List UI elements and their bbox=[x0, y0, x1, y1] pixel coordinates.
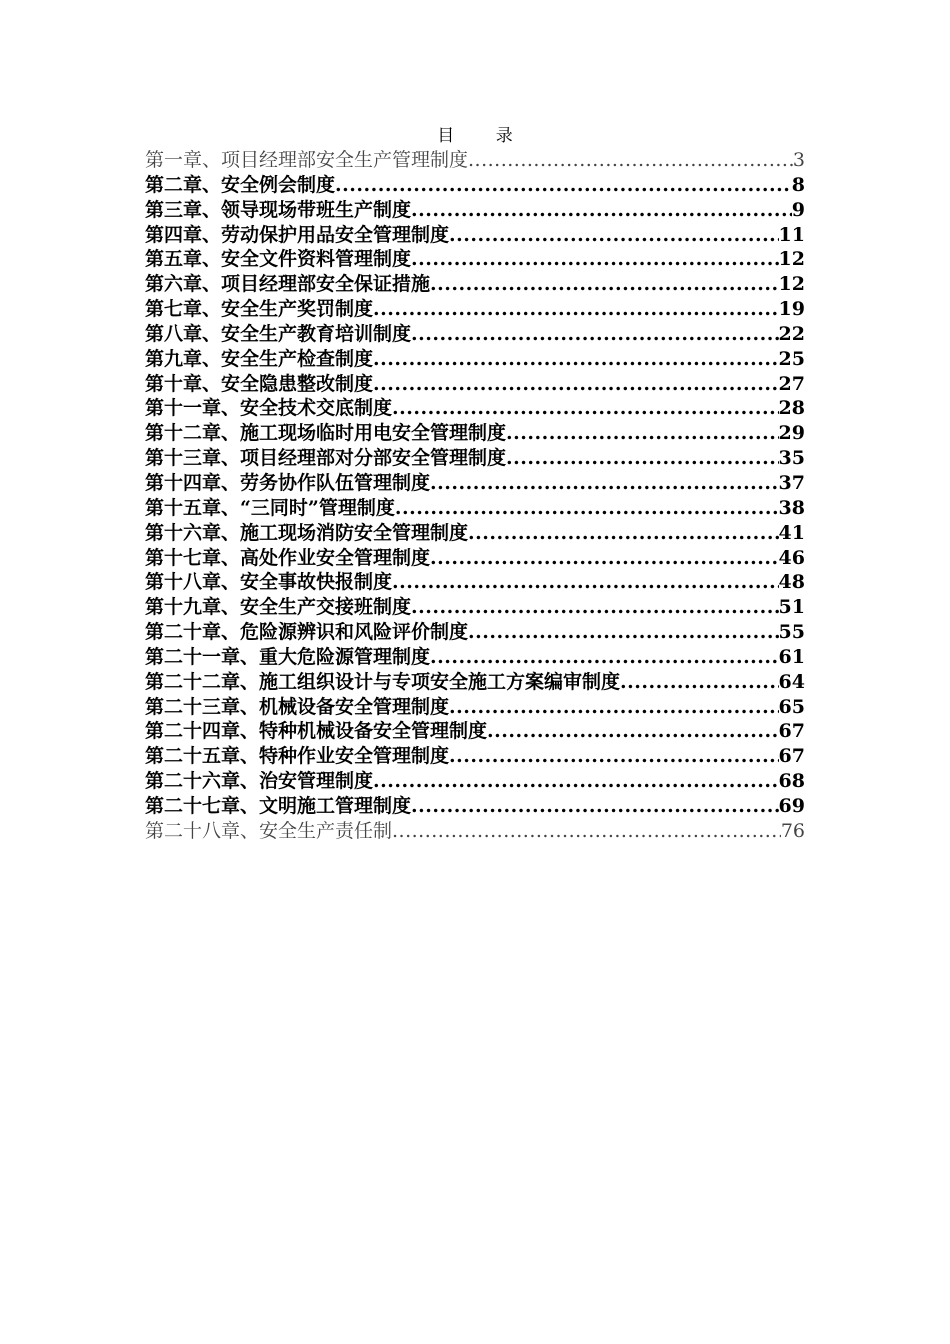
toc-entry-page: 12 bbox=[778, 273, 805, 296]
toc-entry-label: 第二十章、危险源辨识和风险评价制度 bbox=[145, 621, 469, 644]
toc-entry-page: 11 bbox=[778, 223, 805, 246]
toc-entry[interactable] bbox=[145, 496, 805, 521]
toc-dot-leader bbox=[411, 794, 779, 819]
toc-entry-page: 25 bbox=[778, 347, 805, 370]
toc-entry-page: 55 bbox=[778, 621, 805, 644]
toc-dot-leader bbox=[430, 546, 779, 571]
toc-entry-page: 48 bbox=[778, 571, 805, 594]
toc-entry[interactable] bbox=[145, 645, 805, 670]
toc-entry-label: 第二十三章、机械设备安全管理制度 bbox=[145, 695, 450, 718]
toc-entry-label: 第五章、安全文件资料管理制度 bbox=[145, 248, 412, 271]
toc-dot-leader bbox=[395, 496, 779, 521]
toc-entry[interactable] bbox=[145, 396, 805, 421]
toc-entry[interactable] bbox=[145, 719, 805, 744]
toc-entry[interactable] bbox=[145, 148, 805, 173]
toc-dot-leader bbox=[468, 148, 793, 173]
toc-entry-label: 第十七章、高处作业安全管理制度 bbox=[145, 546, 431, 569]
toc-dot-leader bbox=[487, 719, 779, 744]
toc-entry-label: 第二十七章、文明施工管理制度 bbox=[145, 794, 412, 817]
toc-entry-page: 29 bbox=[778, 422, 805, 445]
toc-entry-label: 第二十八章、安全生产责任制 bbox=[145, 819, 393, 842]
toc-entry-page: 51 bbox=[778, 596, 805, 619]
toc-entry-label: 第二章、安全例会制度 bbox=[145, 173, 336, 196]
toc-entry-label: 第一章、项目经理部安全生产管理制度 bbox=[145, 149, 469, 171]
toc-entry-label: 第十八章、安全事故快报制度 bbox=[145, 571, 393, 594]
toc-entry-page: 46 bbox=[778, 546, 805, 569]
toc-entry-page: 38 bbox=[778, 496, 805, 519]
toc-entry[interactable] bbox=[145, 769, 805, 794]
toc-entry[interactable] bbox=[145, 521, 805, 546]
toc-entry-page: 28 bbox=[778, 397, 805, 420]
toc-entry-page: 41 bbox=[778, 521, 805, 544]
toc-entry-page: 76 bbox=[780, 819, 805, 842]
toc-entry-page: 69 bbox=[778, 794, 805, 817]
toc-dot-leader bbox=[392, 396, 779, 421]
toc-entry-page: 12 bbox=[778, 248, 805, 271]
toc-dot-leader bbox=[430, 272, 779, 297]
toc-entry-label: 第十四章、劳务协作队伍管理制度 bbox=[145, 471, 431, 494]
toc-entry-page: 27 bbox=[778, 372, 805, 395]
toc-entry-label: 第七章、安全生产奖罚制度 bbox=[145, 298, 374, 321]
toc-entry-page: 19 bbox=[778, 298, 805, 321]
toc-entry[interactable] bbox=[145, 198, 805, 223]
toc-entry-label: 第十一章、安全技术交底制度 bbox=[145, 397, 393, 420]
toc-entry-page: 64 bbox=[778, 670, 805, 693]
toc-dot-leader bbox=[449, 223, 779, 248]
toc-entry[interactable] bbox=[145, 223, 805, 248]
toc-entry-page: 35 bbox=[778, 447, 805, 470]
toc-entry-page: 22 bbox=[778, 322, 805, 345]
toc-entry-label: 第九章、安全生产检查制度 bbox=[145, 347, 374, 370]
toc-entry[interactable] bbox=[145, 372, 805, 397]
toc-entry[interactable] bbox=[145, 446, 805, 471]
toc-entry[interactable] bbox=[145, 546, 805, 571]
toc-dot-leader bbox=[392, 570, 779, 595]
toc-entry-label: 第十二章、施工现场临时用电安全管理制度 bbox=[145, 422, 507, 445]
toc-dot-leader bbox=[506, 446, 779, 471]
toc-entry-label: 第八章、安全生产教育培训制度 bbox=[145, 322, 412, 345]
toc-entry[interactable] bbox=[145, 744, 805, 769]
toc-entry-page: 8 bbox=[791, 173, 805, 196]
toc-dot-leader bbox=[335, 173, 792, 198]
toc-dot-leader bbox=[449, 695, 779, 720]
toc-entry-label: 第二十四章、特种机械设备安全管理制度 bbox=[145, 720, 488, 743]
toc-entry-label: 第二十一章、重大危险源管理制度 bbox=[145, 645, 431, 668]
toc-dot-leader bbox=[392, 819, 781, 844]
toc-entry[interactable] bbox=[145, 322, 805, 347]
toc-dot-leader bbox=[468, 620, 779, 645]
toc-entry[interactable] bbox=[145, 620, 805, 645]
toc-entry-page: 67 bbox=[778, 720, 805, 743]
toc-entry[interactable] bbox=[145, 794, 805, 819]
toc-dot-leader bbox=[411, 198, 792, 223]
toc-entry[interactable] bbox=[145, 819, 805, 844]
toc-dot-leader bbox=[506, 421, 779, 446]
toc-entry[interactable] bbox=[145, 695, 805, 720]
toc-entry-page: 61 bbox=[778, 645, 805, 668]
toc-dot-leader bbox=[411, 322, 779, 347]
toc-dot-leader bbox=[430, 645, 779, 670]
toc-entry[interactable] bbox=[145, 297, 805, 322]
toc-entry-page: 68 bbox=[778, 770, 805, 793]
toc-dot-leader bbox=[620, 670, 779, 695]
toc-entry-label: 第十五章、“三同时”管理制度 bbox=[145, 496, 395, 519]
toc-entry[interactable] bbox=[145, 421, 805, 446]
toc-entry-label: 第十章、安全隐患整改制度 bbox=[145, 372, 374, 395]
toc-dot-leader bbox=[373, 769, 779, 794]
toc-dot-leader bbox=[468, 521, 779, 546]
toc-entry-label: 第二十二章、施工组织设计与专项安全施工方案编审制度 bbox=[145, 670, 621, 693]
toc-entry[interactable] bbox=[145, 471, 805, 496]
toc-entry-page: 9 bbox=[791, 198, 805, 221]
toc-dot-leader bbox=[373, 372, 779, 397]
toc-entry-label: 第四章、劳动保护用品安全管理制度 bbox=[145, 223, 450, 246]
toc-entry-label: 第十九章、安全生产交接班制度 bbox=[145, 596, 412, 619]
toc-entry-page: 65 bbox=[778, 695, 805, 718]
toc-dot-leader bbox=[411, 595, 779, 620]
toc-entry-label: 第十三章、项目经理部对分部安全管理制度 bbox=[145, 447, 507, 470]
toc-entry-label: 第三章、领导现场带班生产制度 bbox=[145, 198, 412, 221]
toc-entry[interactable] bbox=[145, 173, 805, 198]
toc-entry[interactable] bbox=[145, 570, 805, 595]
toc-entry-label: 第六章、项目经理部安全保证措施 bbox=[145, 273, 431, 296]
toc-entry[interactable] bbox=[145, 595, 805, 620]
toc-entry[interactable] bbox=[145, 272, 805, 297]
toc-entry[interactable] bbox=[145, 247, 805, 272]
toc-entry[interactable] bbox=[145, 670, 805, 695]
toc-dot-leader bbox=[430, 471, 779, 496]
toc-entry-label: 第十六章、施工现场消防安全管理制度 bbox=[145, 521, 469, 544]
toc-dot-leader bbox=[373, 347, 779, 372]
toc-entry-page: 3 bbox=[792, 149, 805, 171]
toc-title: 目 录 bbox=[437, 126, 531, 146]
toc-entry-label: 第二十五章、特种作业安全管理制度 bbox=[145, 745, 450, 768]
toc-entry[interactable] bbox=[145, 347, 805, 372]
toc-entry-page: 67 bbox=[778, 745, 805, 768]
toc-dot-leader bbox=[411, 247, 779, 272]
table-of-contents bbox=[145, 148, 805, 844]
toc-dot-leader bbox=[373, 297, 779, 322]
toc-dot-leader bbox=[449, 744, 779, 769]
toc-entry-label: 第二十六章、治安管理制度 bbox=[145, 770, 374, 793]
toc-entry-page: 37 bbox=[778, 471, 805, 494]
